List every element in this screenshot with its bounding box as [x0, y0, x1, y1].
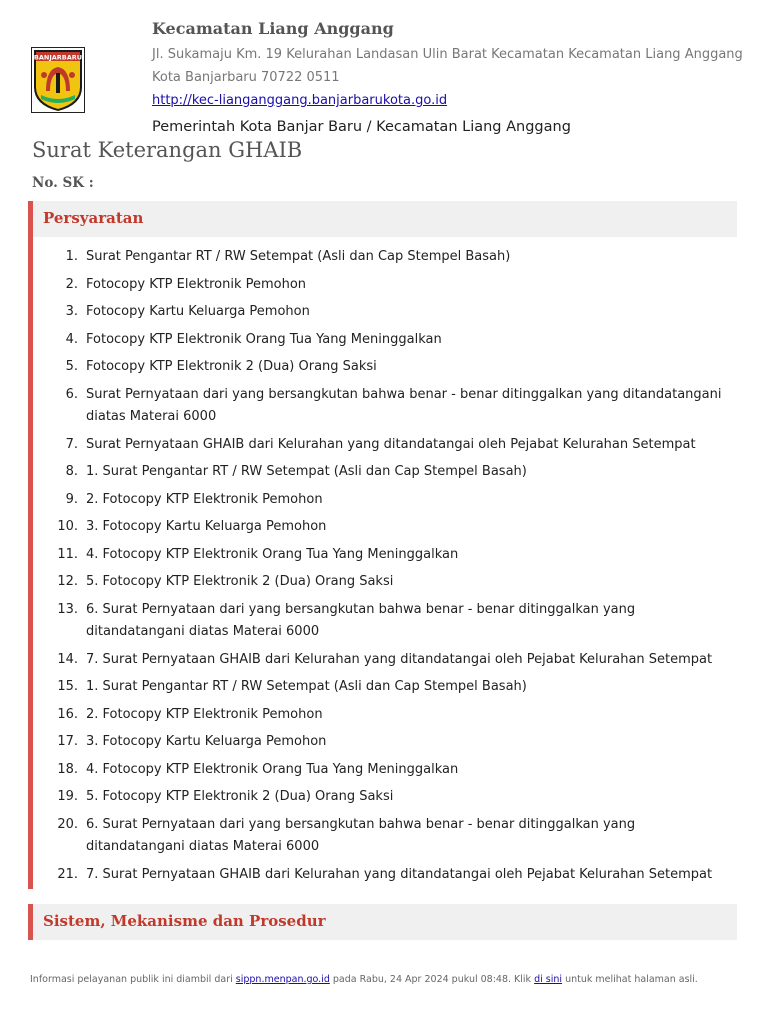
list-item-number: 21.	[57, 866, 78, 882]
list-item	[33, 329, 733, 352]
requirements-section	[28, 201, 737, 889]
list-item-text: 3. Fotocopy Kartu Keluarga Pemohon	[86, 734, 327, 749]
list-item	[33, 786, 733, 809]
list-item	[33, 461, 733, 484]
list-item	[33, 301, 733, 324]
list-item-number: 10.	[57, 519, 78, 534]
list-item-text: 5. Fotocopy KTP Elektronik 2 (Dua) Orang Saksi	[86, 574, 394, 589]
list-item	[33, 516, 733, 539]
list-item	[33, 814, 733, 859]
list-item	[33, 246, 733, 269]
original-page-link[interactable]: di sini	[534, 974, 563, 985]
list-item-text: 7. Surat Pernyataan GHAIB dari Kelurahan yang ditandatangai oleh Pejabat Kelurahan Setempat	[86, 866, 713, 882]
list-item-text: 2. Fotocopy KTP Elektronik Pemohon	[86, 706, 323, 722]
list-item-number: 14.	[57, 651, 78, 667]
list-item-number: 4.	[65, 331, 78, 347]
list-item-number: 5.	[65, 359, 78, 374]
list-item	[33, 384, 733, 429]
list-item-number: 19.	[57, 789, 78, 804]
list-item-number: 1.	[65, 249, 78, 264]
list-item	[33, 571, 733, 594]
footer-suffix: untuk melihat halaman asli.	[565, 974, 698, 985]
list-item	[33, 489, 733, 512]
list-item-number: 9.	[65, 491, 78, 507]
list-item-text: 1. Surat Pengantar RT / RW Setempat (Asli dan Cap Stempel Basah)	[86, 679, 527, 694]
list-item-number: 16.	[57, 706, 78, 722]
logo-text: BANJARBARU	[33, 53, 83, 62]
list-item-number: 11.	[57, 546, 78, 562]
list-item-number: 2.	[65, 276, 78, 292]
list-item-number: 13.	[57, 601, 78, 617]
requirements-heading: Persyaratan	[33, 201, 737, 237]
footer-prefix: Informasi pelayanan publik ini diambil dari	[30, 974, 233, 985]
page-title: Surat Keterangan GHAIB	[32, 138, 303, 162]
list-item-text: 3. Fotocopy Kartu Keluarga Pemohon	[86, 519, 327, 534]
list-item-text: 4. Fotocopy KTP Elektronik Orang Tua Yang Meninggalkan	[86, 546, 459, 562]
list-item	[33, 274, 733, 297]
website-link[interactable]: http://kec-lianganggang.banjarbarukota.go.id	[152, 93, 448, 108]
list-item	[33, 544, 733, 567]
no-sk-label: No. SK :	[32, 175, 94, 191]
list-item	[33, 864, 733, 887]
list-item	[33, 356, 733, 379]
list-item-number: 18.	[57, 761, 78, 777]
list-item-text: Surat Pernyataan dari yang bersangkutan bahwa benar - benar ditinggalkan yang ditandatangani diatas Materai 6000	[86, 386, 722, 424]
list-item-text: Fotocopy Kartu Keluarga Pemohon	[86, 304, 310, 319]
list-item-text: 6. Surat Pernyataan dari yang bersangkutan bahwa benar - benar ditinggalkan yang ditandatangani diatas Materai 6000	[86, 816, 636, 854]
list-item-text: 1. Surat Pengantar RT / RW Setempat (Asli dan Cap Stempel Basah)	[86, 464, 527, 479]
requirements-list	[33, 246, 733, 891]
list-item-number: 17.	[57, 734, 78, 749]
list-item-text: Surat Pengantar RT / RW Setempat (Asli dan Cap Stempel Basah)	[86, 249, 511, 264]
list-item-text: 2. Fotocopy KTP Elektronik Pemohon	[86, 491, 323, 507]
list-item-number: 15.	[57, 679, 78, 694]
list-item-number: 6.	[65, 386, 78, 402]
address-line-2: Kota Banjarbaru 70722 0511	[152, 70, 340, 85]
list-item-number: 12.	[57, 574, 78, 589]
list-item	[33, 649, 733, 672]
address-line-1: Jl. Sukamaju Km. 19 Kelurahan Landasan Ulin Barat Kecamatan Kecamatan Liang Anggang	[152, 47, 743, 62]
procedure-heading: Sistem, Mekanisme dan Prosedur	[33, 904, 737, 940]
list-item-text: 5. Fotocopy KTP Elektronik 2 (Dua) Orang Saksi	[86, 789, 394, 804]
list-item-text: Fotocopy KTP Elektronik Orang Tua Yang Meninggalkan	[86, 331, 442, 347]
list-item-number: 3.	[65, 304, 78, 319]
procedure-section	[28, 904, 737, 940]
list-item-text: Fotocopy KTP Elektronik 2 (Dua) Orang Saksi	[86, 359, 377, 374]
list-item-number: 20.	[57, 816, 78, 832]
list-item	[33, 704, 733, 727]
source-link[interactable]: sippn.menpan.go.id	[235, 974, 330, 985]
page-header	[0, 0, 768, 140]
list-item-text: Fotocopy KTP Elektronik Pemohon	[86, 276, 307, 292]
list-item	[33, 676, 733, 699]
list-item-number: 8.	[65, 464, 78, 479]
header-subtitle: Pemerintah Kota Banjar Baru / Kecamatan Liang Anggang	[152, 119, 571, 135]
list-item-text: Surat Pernyataan GHAIB dari Kelurahan yang ditandatangai oleh Pejabat Kelurahan Setempat	[86, 436, 696, 452]
org-name: Kecamatan Liang Anggang	[152, 19, 394, 38]
list-item	[33, 434, 733, 457]
list-item-text: 7. Surat Pernyataan GHAIB dari Kelurahan yang ditandatangai oleh Pejabat Kelurahan Setempat	[86, 651, 713, 667]
list-item	[33, 731, 733, 754]
list-item	[33, 759, 733, 782]
list-item	[33, 599, 733, 644]
list-item-number: 7.	[65, 436, 78, 452]
list-item-text: 4. Fotocopy KTP Elektronik Orang Tua Yang Meninggalkan	[86, 761, 459, 777]
page-footer	[30, 974, 698, 985]
footer-middle: pada Rabu, 24 Apr 2024 pukul 08:48. Klik	[332, 974, 532, 985]
list-item-text: 6. Surat Pernyataan dari yang bersangkutan bahwa benar - benar ditinggalkan yang ditandatangani diatas Materai 6000	[86, 601, 636, 639]
banjarbaru-emblem-icon	[31, 47, 85, 113]
